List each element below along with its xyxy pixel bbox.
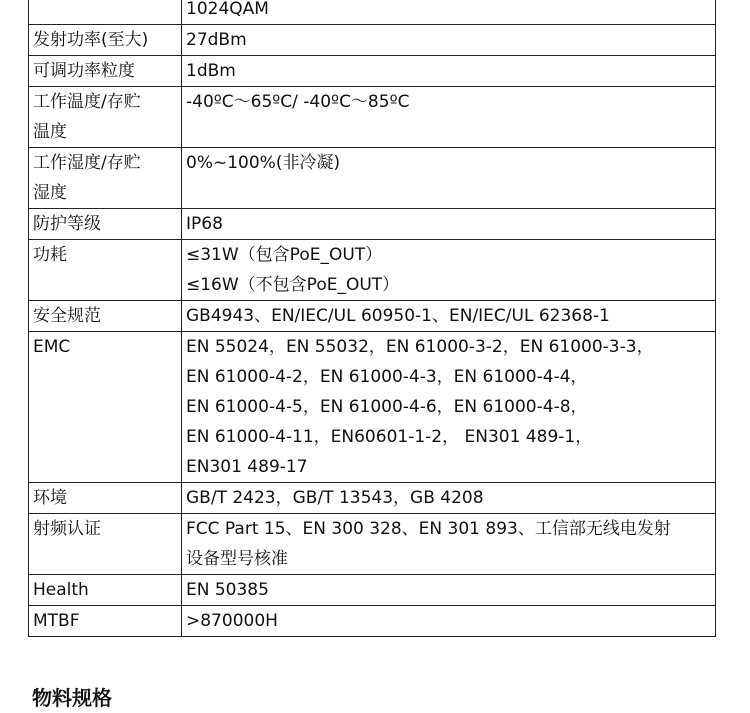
- spec-value: [182, 87, 716, 148]
- spec-value-line: GB4943、EN/IEC/UL 60950-1、EN/IEC/UL 62368-1: [186, 306, 610, 326]
- spec-label: 安全规范: [29, 301, 182, 332]
- spec-value-line: EN 61000-4-5，EN 61000-4-6，EN 61000-4-8，: [186, 397, 588, 417]
- spec-value: [182, 575, 716, 606]
- spec-label: 可调功率粒度: [29, 56, 182, 87]
- spec-label: 发射功率(至大): [29, 25, 182, 56]
- spec-label: [29, 0, 182, 25]
- spec-value-line: ≤31W（包含PoE_OUT）: [186, 245, 383, 265]
- spec-value-line: >870000H: [186, 611, 278, 631]
- spec-value: [182, 209, 716, 240]
- table-row: [29, 483, 716, 514]
- spec-value: [182, 148, 716, 209]
- spec-value-line: EN 50385: [186, 580, 269, 600]
- spec-value: [182, 25, 716, 56]
- spec-value: [182, 301, 716, 332]
- spec-label: 射频认证: [29, 514, 182, 575]
- spec-label-line: 工作湿度/存贮: [33, 153, 141, 173]
- spec-value: [182, 514, 716, 575]
- table-row: [29, 148, 716, 209]
- spec-value-line: -40ºC～65ºC/ -40ºC～85ºC: [186, 92, 410, 112]
- spec-label: [29, 87, 182, 148]
- spec-value-line: EN301 489-17: [186, 457, 308, 477]
- spec-label: Health: [29, 575, 182, 606]
- spec-label-line: 工作温度/存贮: [33, 92, 141, 112]
- spec-label: 环境: [29, 483, 182, 514]
- spec-value-line: 设备型号核准: [186, 549, 288, 569]
- table-row: [29, 606, 716, 637]
- spec-value: [182, 56, 716, 87]
- spec-label-line: 湿度: [33, 183, 67, 203]
- spec-label: [29, 148, 182, 209]
- table-row: [29, 25, 716, 56]
- spec-value-line: IP68: [186, 214, 223, 234]
- spec-label: 防护等级: [29, 209, 182, 240]
- spec-value-line: EN 61000-4-11，EN60601-1-2， EN301 489-1，: [186, 427, 593, 447]
- spec-label: EMC: [29, 332, 182, 483]
- spec-value-line: 27dBm: [186, 30, 247, 50]
- spec-value-line: ≤16W（不包含PoE_OUT）: [186, 275, 400, 295]
- next-section-heading: 物料规格: [32, 686, 112, 710]
- spec-label: 功耗: [29, 240, 182, 301]
- spec-value-line: FCC Part 15、EN 300 328、EN 301 893、工信部无线电发射: [186, 519, 671, 539]
- spec-table: [28, 0, 716, 637]
- spec-value-line: 1024QAM: [186, 0, 269, 19]
- table-row: [29, 56, 716, 87]
- table-row: [29, 514, 716, 575]
- spec-value-line: 1dBm: [186, 61, 236, 81]
- spec-value-line: GB/T 2423，GB/T 13543，GB 4208: [186, 488, 484, 508]
- spec-label-line: 温度: [33, 122, 67, 142]
- spec-value: [182, 240, 716, 301]
- spec-value: [182, 483, 716, 514]
- table-row: [29, 209, 716, 240]
- spec-value: [182, 606, 716, 637]
- table-row: [29, 301, 716, 332]
- table-row: [29, 240, 716, 301]
- spec-value: [182, 332, 716, 483]
- spec-value: [182, 0, 716, 25]
- table-row: [29, 332, 716, 483]
- spec-value-line: EN 55024，EN 55032，EN 61000-3-2，EN 61000-3-3，: [186, 337, 654, 357]
- spec-value-line: 0%~100%(非冷凝): [186, 153, 341, 173]
- table-row: [29, 575, 716, 606]
- spec-value-line: EN 61000-4-2，EN 61000-4-3，EN 61000-4-4，: [186, 367, 588, 387]
- table-row: [29, 87, 716, 148]
- table-row: [29, 0, 716, 25]
- spec-label: MTBF: [29, 606, 182, 637]
